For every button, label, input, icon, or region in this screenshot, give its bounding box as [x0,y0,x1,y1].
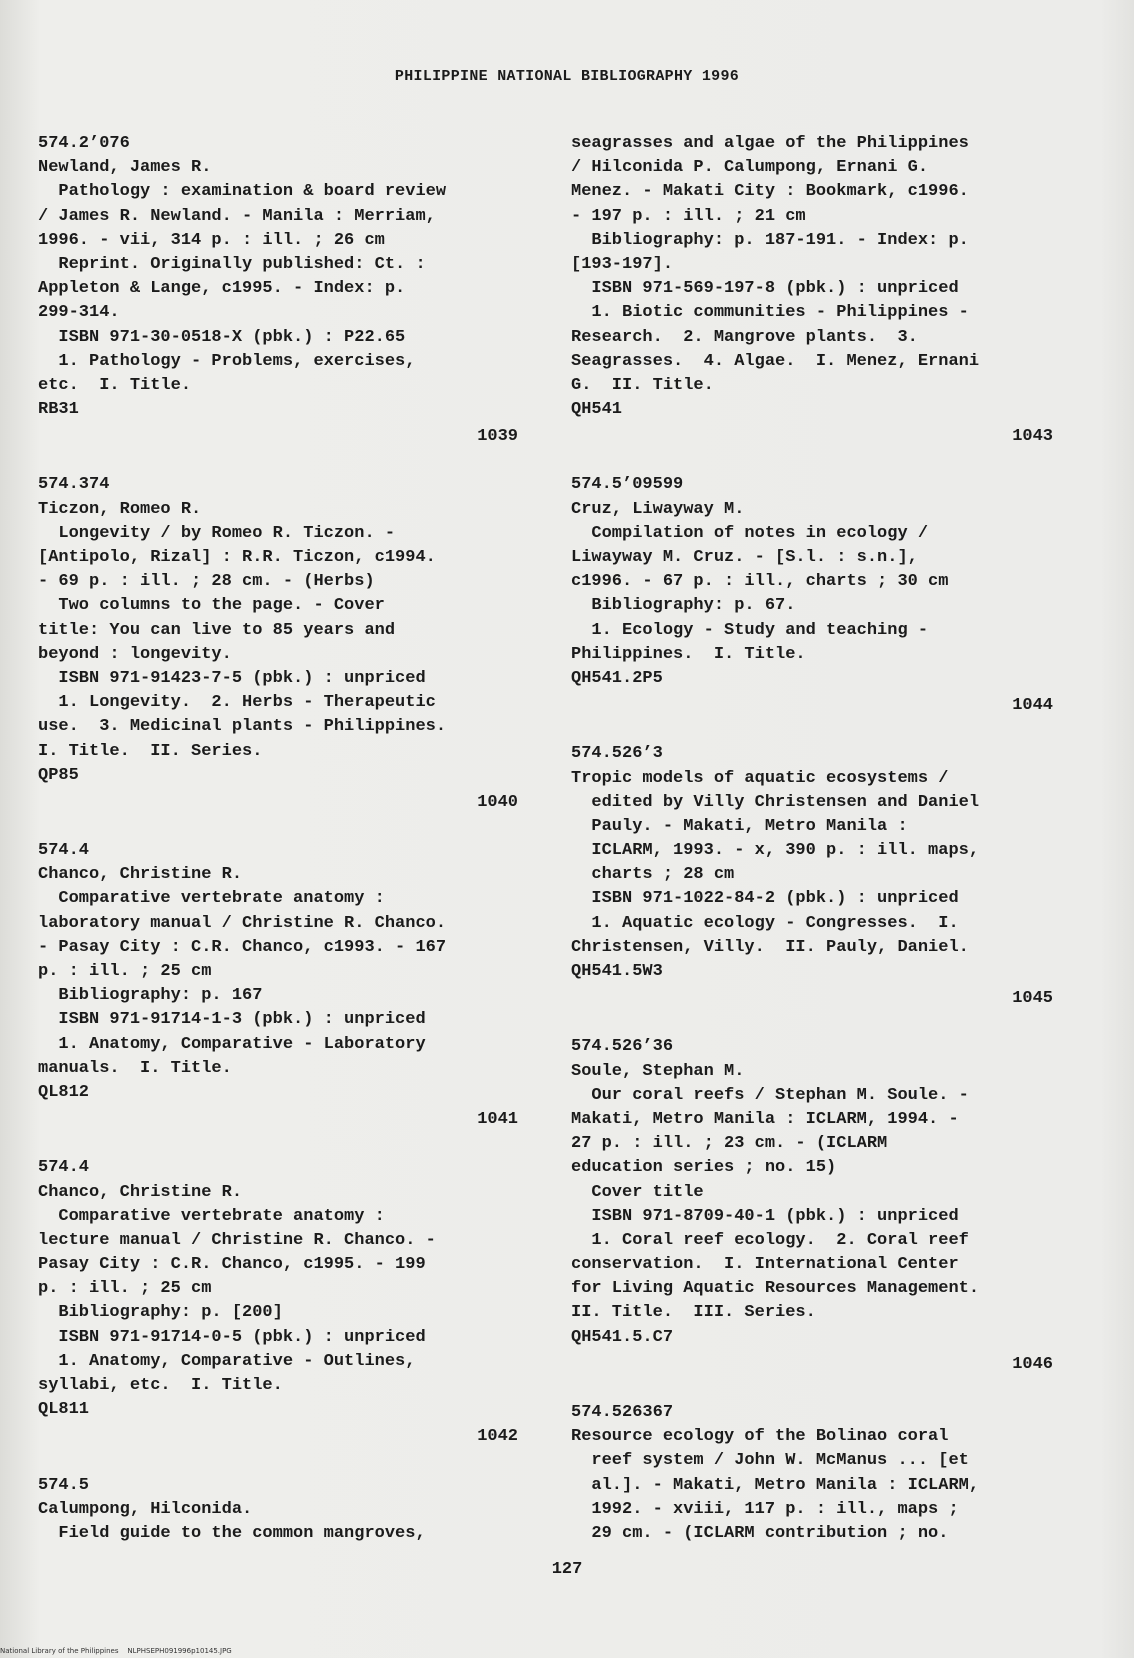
entry-line: 1. Coral reef ecology. 2. Coral reef [571,1230,969,1250]
entry-line: syllabi, etc. I. Title. [38,1376,283,1395]
entry-class-number: 574.5 [38,1475,90,1495]
entry-line: education series ; no. 15) [571,1158,837,1178]
entry-number: 1044 [1012,696,1053,716]
entry-line: 29 cm. - (ICLARM contribution ; no. [571,1523,949,1543]
entry-line: 1992. - xviii, 117 p. : ill., maps ; [571,1499,959,1519]
entry-class-number: 574.374 [38,475,110,495]
entry-line: Comparative vertebrate anatomy : [38,1206,385,1226]
page-header: PHILIPPINE NATIONAL BIBLIOGRAPHY 1996 [394,68,740,85]
entry-line: al.]. - Makati, Metro Manila : ICLARM, [571,1475,980,1495]
entry-line: 1. Anatomy, Comparative - Laboratory [38,1034,426,1054]
entry-line: / Hilconida P. Calumpong, Ernani G. [571,158,929,178]
right-column [571,132,1063,1546]
entry-line: ISBN 971-91714-0-5 (pbk.) : unpriced [38,1327,426,1347]
entry-line: reef system / John W. McManus ... [et [571,1451,969,1471]
entry-line: use. 3. Medicinal plants - Philippines. [38,717,447,737]
entry-line: Liwayway M. Cruz. - [S.l. : s.n.], [571,548,918,567]
entry-line: Philippines. I. Title. [571,644,806,664]
entry-line: laboratory manual / Christine R. Chanco. [38,913,447,933]
bibliography-entry [571,1035,1063,1401]
page-number: 127 [551,1560,583,1579]
entry-line: Ticzon, Romeo R. [38,499,202,519]
entry-line: - Pasay City : C.R. Chanco, c1993. - 167 [38,937,447,957]
entry-line: QH541.5.C7 [571,1327,674,1347]
entry-line: Field guide to the common mangroves, [38,1523,426,1543]
entry-line: p. : ill. ; 25 cm [38,1279,212,1299]
entry-line: QP85 [38,765,79,785]
entry-line: QH541 [571,400,623,420]
entry-number: 1042 [477,1427,518,1447]
entry-line: Comparative vertebrate anatomy : [38,889,385,909]
entry-number: 1039 [477,427,518,447]
entry-line: ISBN 971-8709-40-1 (pbk.) : unpriced [571,1206,959,1226]
entry-gap [38,1132,528,1156]
entry-line: manuals. I. Title. [38,1058,232,1078]
entry-line: ISBN 971-30-0518-X (pbk.) : P22.65 [38,327,406,347]
entry-line: Chanco, Christine R. [38,1182,243,1202]
bibliography-entry [571,473,1063,742]
entry-line: Bibliography: p. 167 [38,986,263,1006]
entry-line: I. Title. II. Series. [38,741,263,761]
entry-line: c1996. - 67 p. : ill., charts ; 30 cm [571,572,949,592]
entry-line: Tropic models of aquatic ecosystems / [571,768,949,788]
entry-line: QL811 [38,1400,90,1420]
bibliography-entry [571,742,1063,1035]
entry-gap [38,449,528,473]
entry-line: - 69 p. : ill. ; 28 cm. - (Herbs) [38,572,375,592]
bibliography-entry [38,132,528,473]
entry-line: Appleton & Lange, c1995. - Index: p. [38,279,406,299]
entry-line: lecture manual / Christine R. Chanco. - [38,1230,436,1250]
bibliography-entry [571,1401,1063,1546]
entry-line: 1. Pathology - Problems, exercises, [38,351,416,371]
bibliography-entry [38,839,528,1156]
entry-line: Menez. - Makati City : Bookmark, c1996. [571,182,969,202]
entry-number: 1046 [1012,1354,1053,1374]
entry-line: Compilation of notes in ecology / [571,523,929,543]
entry-class-number: 574.526’3 [571,744,663,764]
entry-number: 1045 [1012,989,1053,1009]
entry-line: Pasay City : C.R. Chanco, c1995. - 199 [38,1255,426,1275]
entry-line: RB31 [38,400,79,420]
entry-line: Chanco, Christine R. [38,865,243,885]
entry-gap [38,815,528,839]
entry-line: Bibliography: p. 187-191. - Index: p. [571,230,969,250]
entry-line: Cruz, Liwayway M. [571,499,745,519]
entry-line: 299-314. [38,303,120,323]
scan-footer: National Library of the Philippines NLPHSEPH091996p10145.JPG [0,1647,232,1655]
entry-class-number: 574.2’076 [38,134,130,153]
bibliography-entry [571,132,1063,473]
entry-line: QH541.5W3 [571,962,663,981]
bibliography-entry [38,473,528,839]
entry-line: etc. I. Title. [38,375,192,395]
entry-line: ISBN 971-1022-84-2 (pbk.) : unpriced [571,889,959,909]
entry-line: Pauly. - Makati, Metro Manila : [571,816,908,836]
entry-line: G. II. Title. [571,375,714,395]
entry-line: II. Title. III. Series. [571,1303,816,1323]
entry-line: 1. Anatomy, Comparative - Outlines, [38,1351,416,1371]
entry-line: Pathology : examination & board review [38,182,447,202]
entry-line: Bibliography: p. [200] [38,1303,283,1323]
entry-class-number: 574.4 [38,841,90,861]
entry-line: [Antipolo, Rizal] : R.R. Ticzon, c1994. [38,548,436,567]
entry-line: 27 p. : ill. ; 23 cm. - (ICLARM [571,1134,888,1154]
bibliography-entry [38,1156,528,1473]
entry-line: charts ; 28 cm [571,865,735,885]
entry-line: 1. Aquatic ecology - Congresses. I. [571,913,959,933]
entry-line: [193-197]. [571,254,674,274]
entry-line: ISBN 971-569-197-8 (pbk.) : unpriced [571,279,959,299]
entry-line: Longevity / by Romeo R. Ticzon. - [38,523,396,543]
entry-line: Reprint. Originally published: Ct. : [38,254,426,274]
bibliography-entry [38,1474,528,1547]
entry-number: 1040 [477,792,518,812]
entry-class-number: 574.4 [38,1158,90,1178]
entry-number: 1041 [477,1110,518,1130]
entry-line: - 197 p. : ill. ; 21 cm [571,206,806,226]
entry-class-number: 574.5’09599 [571,475,684,495]
entry-line: Calumpong, Hilconida. [38,1499,253,1519]
entry-gap [571,1011,1063,1035]
entry-line: for Living Aquatic Resources Management. [571,1279,980,1299]
entry-line: conservation. I. International Center [571,1255,959,1275]
entry-line: p. : ill. ; 25 cm [38,962,212,981]
entry-class-number: 574.526’36 [571,1037,674,1057]
entry-line: ICLARM, 1993. - x, 390 p. : ill. maps, [571,841,980,861]
entry-line: 1. Biotic communities - Philippines - [571,303,969,323]
entry-line: QH541.2P5 [571,668,663,688]
entry-line: Soule, Stephan M. [571,1061,745,1081]
entry-line: Resource ecology of the Bolinao coral [571,1427,949,1447]
entry-line: Newland, James R. [38,158,212,178]
entry-line: Cover title [571,1182,704,1202]
entry-line: Seagrasses. 4. Algae. I. Menez, Ernani [571,351,980,371]
entry-line: title: You can live to 85 years and [38,620,396,640]
left-column [38,132,528,1546]
entry-number: 1043 [1012,427,1053,447]
entry-line: 1. Ecology - Study and teaching - [571,620,929,640]
entry-line: beyond : longevity. [38,644,232,664]
entry-class-number: 574.526367 [571,1403,674,1422]
entry-line: Two columns to the page. - Cover [38,596,385,616]
entry-line: ISBN 971-91714-1-3 (pbk.) : unpriced [38,1010,426,1030]
entry-line: edited by Villy Christensen and Daniel [571,792,980,812]
entry-gap [571,718,1063,742]
entry-line: ISBN 971-91423-7-5 (pbk.) : unpriced [38,668,426,688]
entry-line: / James R. Newland. - Manila : Merriam, [38,206,436,226]
entry-gap [571,1377,1063,1401]
entry-line: Christensen, Villy. II. Pauly, Daniel. [571,937,969,957]
entry-line: 1. Longevity. 2. Herbs - Therapeutic [38,693,436,713]
entry-class-number: seagrasses and algae of the Philippines [571,134,969,153]
entry-line: QL812 [38,1082,90,1102]
entry-line: Makati, Metro Manila : ICLARM, 1994. - [571,1109,959,1129]
entry-line: Bibliography: p. 67. [571,596,796,616]
entry-line: Our coral reefs / Stephan M. Soule. - [571,1085,969,1105]
entry-gap [38,1450,528,1474]
entry-line: Research. 2. Mangrove plants. 3. [571,327,918,347]
entry-gap [571,449,1063,473]
entry-line: 1996. - vii, 314 p. : ill. ; 26 cm [38,230,385,250]
